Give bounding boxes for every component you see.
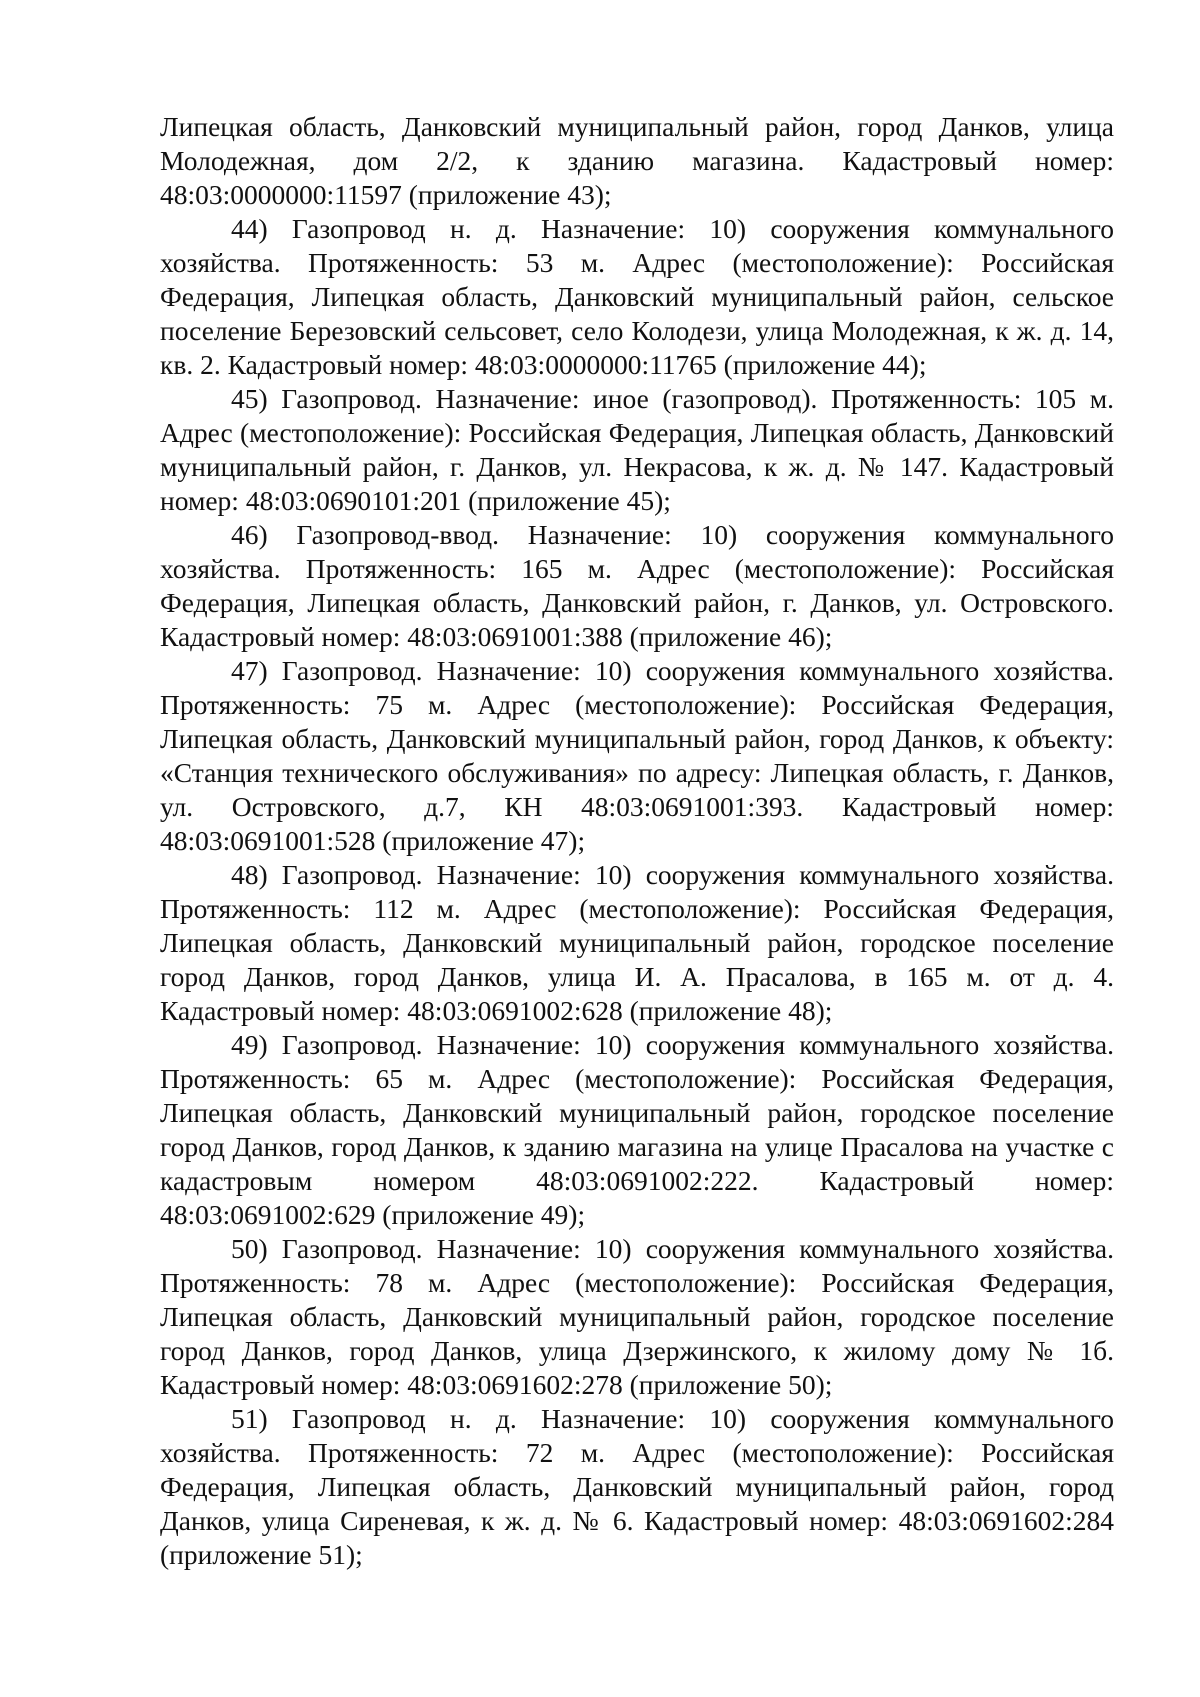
document-page: [160, 110, 1114, 1572]
list-item-51: 51) Газопровод н. д. Назначение: 10) сооружения коммунального хозяйства. Протяженность: 72 м. Адрес (местоположение): Российская Федерация, Липецкая область, Данковский муниципальный район, город Данков, улица Сиреневая, к ж. д. № 6. Кадастровый номер: 48:03:0691602:284 (приложение 51);: [160, 1403, 1114, 1570]
list-item-45: 45) Газопровод. Назначение: иное (газопровод). Протяженность: 105 м. Адрес (местоположение): Российская Федерация, Липецкая область, Данковский муниципальный район, г. Данков, ул. Некрасова, к ж. д. № 147. Кадастровый номер: 48:03:0690101:201 (приложение 45);: [160, 383, 1114, 516]
list-item-48: 48) Газопровод. Назначение: 10) сооружения коммунального хозяйства. Протяженность: 112 м. Адрес (местоположение): Российская Федерация, Липецкая область, Данковский муниципальный район, городское поселение город Данков, город Данков, улица И. А. Прасалова, в 165 м. от д. 4. Кадастровый номер: 48:03:0691002:628 (приложение 48);: [160, 859, 1114, 1026]
list-item-46: 46) Газопровод-ввод. Назначение: 10) сооружения коммунального хозяйства. Протяженность: 165 м. Адрес (местоположение): Российская Федерация, Липецкая область, Данковский район, г. Данков, ул. Островского. Кадастровый номер: 48:03:0691001:388 (приложение 46);: [160, 519, 1114, 652]
list-item-49: 49) Газопровод. Назначение: 10) сооружения коммунального хозяйства. Протяженность: 65 м. Адрес (местоположение): Российская Федерация, Липецкая область, Данковский муниципальный район, городское поселение город Данков, город Данков, к зданию магазина на улице Прасалова на участке с кадастровым номером 48:03:0691002:222. Кадастровый номер: 48:03:0691002:629 (приложение 49);: [160, 1029, 1114, 1230]
list-item-44: 44) Газопровод н. д. Назначение: 10) сооружения коммунального хозяйства. Протяженность: 53 м. Адрес (местоположение): Российская Федерация, Липецкая область, Данковский муниципальный район, сельское поселение Березовский сельсовет, село Колодези, улица Молодежная, к ж. д. 14, кв. 2. Кадастровый номер: 48:03:0000000:11765 (приложение 44);: [160, 213, 1114, 380]
continuation-paragraph: Липецкая область, Данковский муниципальный район, город Данков, улица Молодежная, дом 2/2, к зданию магазина. Кадастровый номер: 48:03:0000000:11597 (приложение 43);: [160, 111, 1114, 210]
list-item-47: 47) Газопровод. Назначение: 10) сооружения коммунального хозяйства. Протяженность: 75 м. Адрес (местоположение): Российская Федерация, Липецкая область, Данковский муниципальный район, город Данков, к объекту: «Станция технического обслуживания» по адресу: Липецкая область, г. Данков, ул. Островского, д.7, КН 48:03:0691001:393. Кадастровый номер: 48:03:0691001:528 (приложение 47);: [160, 655, 1114, 856]
list-item-50: 50) Газопровод. Назначение: 10) сооружения коммунального хозяйства. Протяженность: 78 м. Адрес (местоположение): Российская Федерация, Липецкая область, Данковский муниципальный район, городское поселение город Данков, город Данков, улица Дзержинского, к жилому дому № 1б. Кадастровый номер: 48:03:0691602:278 (приложение 50);: [160, 1233, 1114, 1400]
